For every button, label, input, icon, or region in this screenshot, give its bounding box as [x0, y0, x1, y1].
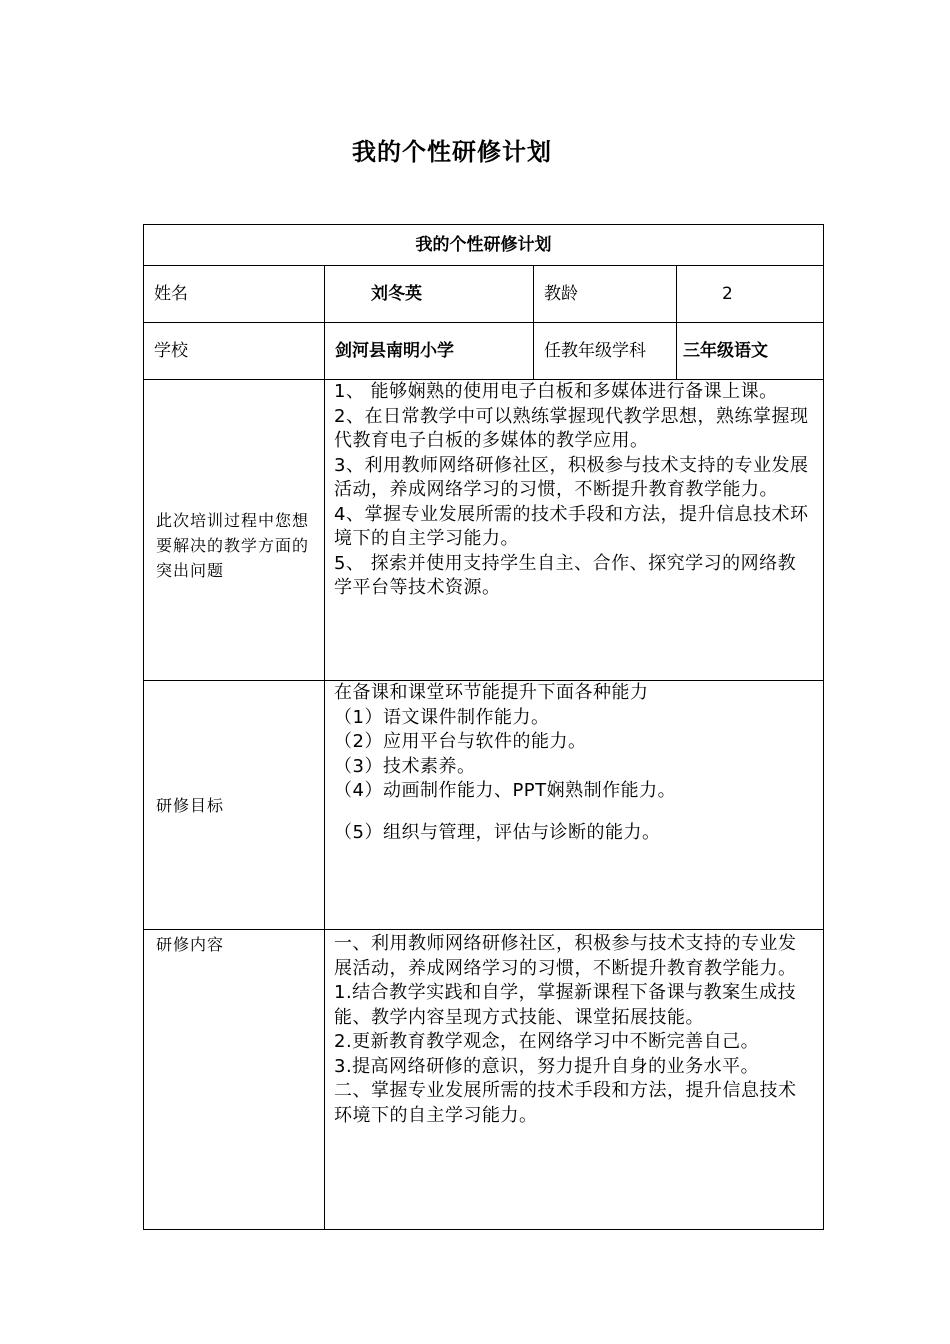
- problem-item: 2、在日常教学中可以熟练掌握现代教学思想，熟练掌握现代教育电子白板的多媒体的教学应用。: [334, 405, 809, 451]
- problems-label: 此次培训过程中您想要解决的教学方面的突出问题: [144, 380, 325, 681]
- goal-item: （1）语文课件制作能力。: [334, 706, 550, 728]
- school-label: 学校: [144, 323, 325, 380]
- school-value: 剑河县南明小学: [325, 323, 534, 380]
- goal-item: 在备课和课堂环节能提升下面各种能力: [334, 682, 649, 703]
- content-item: 2.更新教育教学观念，在网络学习中不断完善自己。: [334, 1031, 760, 1052]
- content-label: 研修内容: [144, 930, 325, 1230]
- goal-item: （5）组织与管理，评估与诊断的能力。: [334, 821, 661, 843]
- problem-item: 3、利用教师网络研修社区，积极参与技术支持的专业发展活动，养成网络学习的习惯，不断提升教育教学能力。: [334, 454, 809, 500]
- goal-item: （3）技术素养。: [334, 755, 476, 777]
- problems-cell: [325, 380, 824, 681]
- subject-value: 三年级语文: [677, 323, 824, 380]
- name-label: 姓名: [144, 266, 325, 323]
- contents-cell: [325, 930, 824, 1230]
- teaching-years-label: 教龄: [534, 266, 677, 323]
- content-item: 一、利用教师网络研修社区，积极参与技术支持的专业发展活动，养成网络学习的习惯，不断提升教育教学能力。: [334, 933, 797, 979]
- content-item: 3.提高网络研修的意识，努力提升自身的业务水平。: [334, 1055, 760, 1077]
- problem-item: 5、 探索并使用支持学生自主、合作、探究学习的网络教学平台等技术资源。: [334, 552, 797, 598]
- goals-cell: [325, 681, 824, 930]
- teaching-years-value: 2: [677, 266, 824, 323]
- goal-item: （4）动画制作能力、PPT娴熟制作能力。: [334, 780, 677, 801]
- content-item: 二、掌握专业发展所需的技术手段和方法，提升信息技术环境下的自主学习能力。: [334, 1080, 797, 1126]
- problem-item: 4、掌握专业发展所需的技术手段和方法，提升信息技术环境下的自主学习能力。: [334, 503, 809, 549]
- problem-item: 1、 能够娴熟的使用电子白板和多媒体进行备课上课。: [334, 381, 778, 402]
- goal-item: （2）应用平台与软件的能力。: [334, 731, 587, 752]
- goals-label: 研修目标: [144, 681, 325, 930]
- table-header: 我的个性研修计划: [144, 225, 824, 266]
- subject-label: 任教年级学科: [534, 323, 677, 380]
- page-title: 我的个性研修计划: [352, 138, 552, 166]
- name-value: 刘冬英: [325, 266, 534, 323]
- content-item: 1.结合教学实践和自学，掌握新课程下备课与教案生成技能、教学内容呈现方式技能、课堂拓展技能。: [334, 982, 797, 1028]
- research-plan-table: [143, 224, 824, 1230]
